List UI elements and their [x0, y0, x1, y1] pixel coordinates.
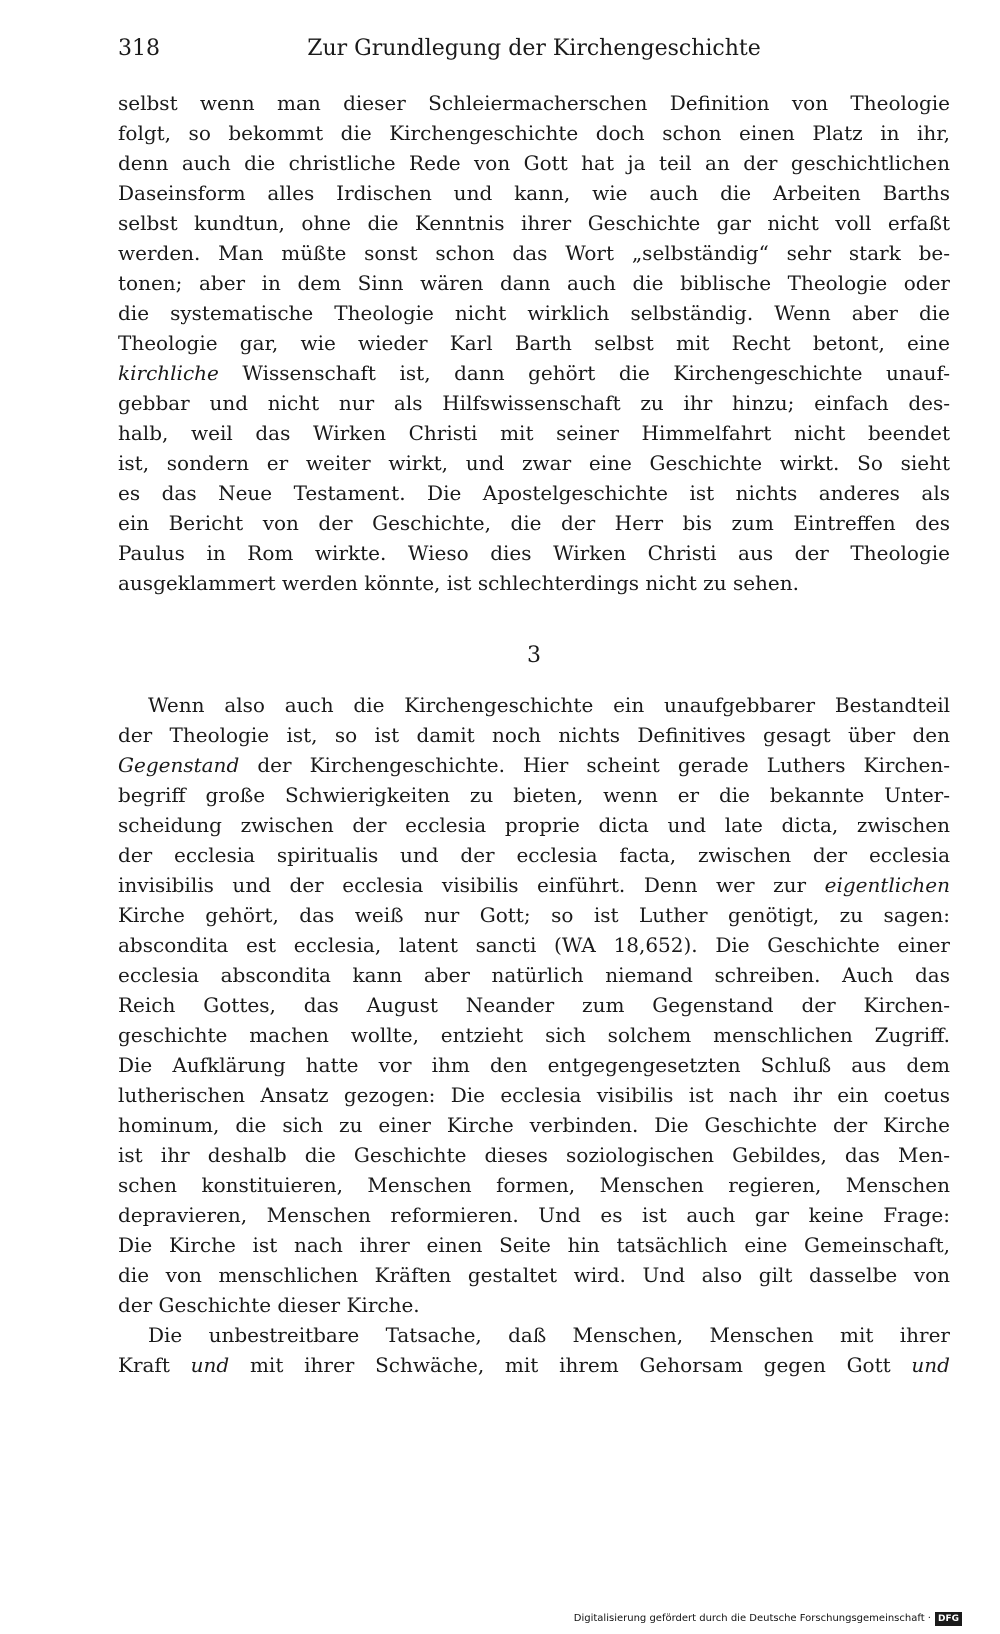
- running-head: Zur Grundlegung der Kirchengeschichte: [307, 36, 761, 61]
- text-run: mit ihrer Schwäche, mit ihrem Gehorsam gegen Gott: [229, 1353, 912, 1377]
- text-line: werden. Man müßte sonst schon das Wort „selbständig“ sehr stark be-: [118, 241, 950, 265]
- text-line: abscondita est ecclesia, latent sancti (WA 18,652). Die Geschichte einer: [118, 933, 950, 957]
- text-line: [118, 870, 950, 900]
- emphasis-gegenstand: Gegenstand: [118, 753, 240, 777]
- text-line: Die unbestreitbare Tatsache, daß Menschen, Menschen mit ihrer: [148, 1323, 950, 1347]
- text-line: depravieren, Menschen reformieren. Und es ist auch gar keine Frage:: [118, 1203, 950, 1227]
- text-line: Die Aufklärung hatte vor ihm den entgegengesetzten Schluß aus dem: [118, 1053, 950, 1077]
- page-header: [118, 34, 950, 64]
- text-line: selbst wenn man dieser Schleiermacherschen Definition von Theologie: [118, 91, 950, 115]
- text-line: es das Neue Testament. Die Apostelgeschichte ist nichts anderes als: [118, 481, 950, 505]
- section-number: 3: [527, 643, 541, 668]
- text-line: [118, 1350, 950, 1380]
- text-run: Wissenschaft ist, dann gehört die Kirchengeschichte unauf-: [218, 361, 950, 385]
- text-line: folgt, so bekommt die Kirchengeschichte doch schon einen Platz in ihr,: [118, 121, 950, 145]
- text-run: Kraft: [118, 1353, 191, 1377]
- text-line: ist ihr deshalb die Geschichte dieses soziologischen Gebildes, das Men-: [118, 1143, 950, 1167]
- text-line: ausgeklammert werden könnte, ist schlechterdings nicht zu sehen.: [118, 571, 800, 595]
- text-line: gebbar und nicht nur als Hilfswissenschaft zu ihr hinzu; einfach des-: [118, 391, 950, 415]
- text-line: ein Bericht von der Geschichte, die der Herr bis zum Eintreffen des: [118, 511, 950, 535]
- text-line: selbst kundtun, ohne die Kenntnis ihrer Geschichte gar nicht voll erfaßt: [118, 211, 950, 235]
- text-line: [118, 750, 950, 780]
- paragraph-section-3: [118, 690, 950, 1320]
- text-line: Paulus in Rom wirkte. Wieso dies Wirken Christi aus der Theologie: [118, 541, 950, 565]
- text-line: Reich Gottes, das August Neander zum Gegenstand der Kirchen-: [118, 993, 950, 1017]
- dfg-logo: DFG: [935, 1612, 962, 1626]
- text-line: schen konstituieren, Menschen formen, Menschen regieren, Menschen: [118, 1173, 950, 1197]
- text-line: Die Kirche ist nach ihrer einen Seite hin tatsächlich eine Gemeinschaft,: [118, 1233, 950, 1257]
- text-line: ist, sondern er weiter wirkt, und zwar eine Geschichte wirkt. So sieht: [118, 451, 950, 475]
- text-run: der Kirchengeschichte. Hier scheint gerade Luthers Kirchen-: [239, 753, 950, 777]
- text-line: Wenn also auch die Kirchengeschichte ein unaufgebbarer Bestandteil: [148, 693, 950, 717]
- text-run: invisibilis und der ecclesia visibilis einführt. Denn wer zur: [118, 873, 825, 897]
- text-line: Kirche gehört, das weiß nur Gott; so ist Luther genötigt, zu sagen:: [118, 903, 950, 927]
- text-line: Daseinsform alles Irdischen und kann, wie auch die Arbeiten Barths: [118, 181, 950, 205]
- emphasis-kirchliche: kirchliche: [118, 361, 219, 385]
- text-line: Theologie gar, wie wieder Karl Barth selbst mit Recht betont, eine: [118, 331, 950, 355]
- text-line: der Theologie ist, so ist damit noch nichts Definitives gesagt über den: [118, 723, 950, 747]
- text-line: halb, weil das Wirken Christi mit seiner Himmelfahrt nicht beendet: [118, 421, 950, 445]
- text-line: denn auch die christliche Rede von Gott hat ja teil an der geschichtlichen: [118, 151, 950, 175]
- text-line: die von menschlichen Kräften gestaltet wird. Und also gilt dasselbe von: [118, 1263, 950, 1287]
- emphasis-und: und: [911, 1353, 950, 1377]
- page-number: 318: [118, 36, 160, 61]
- digitization-footer: [574, 1610, 962, 1628]
- paragraph-continuation: [118, 88, 950, 598]
- text-line: lutherischen Ansatz gezogen: Die ecclesia visibilis ist nach ihr ein coetus: [118, 1083, 950, 1107]
- text-line: der Geschichte dieser Kirche.: [118, 1293, 420, 1317]
- emphasis-und: und: [190, 1353, 230, 1377]
- emphasis-eigentlichen: eigentlichen: [824, 873, 950, 897]
- text-line: der ecclesia spiritualis und der ecclesia facta, zwischen der ecclesia: [118, 843, 950, 867]
- text-line: scheidung zwischen der ecclesia proprie dicta und late dicta, zwischen: [118, 813, 950, 837]
- text-line: tonen; aber in dem Sinn wären dann auch die biblische Theologie oder: [118, 271, 950, 295]
- text-line: die systematische Theologie nicht wirklich selbständig. Wenn aber die: [118, 301, 950, 325]
- text-line: ecclesia abscondita kann aber natürlich niemand schreiben. Auch das: [118, 963, 950, 987]
- footer-text: Digitalisierung gefördert durch die Deutsche Forschungsgemeinschaft ·: [573, 1613, 931, 1624]
- text-line: [118, 358, 950, 388]
- text-line: hominum, die sich zu einer Kirche verbinden. Die Geschichte der Kirche: [118, 1113, 950, 1137]
- text-line: geschichte machen wollte, entzieht sich solchem menschlichen Zugriff.: [118, 1023, 950, 1047]
- paragraph-facts: [118, 1320, 950, 1380]
- text-line: begriff große Schwierigkeiten zu bieten, wenn er die bekannte Unter-: [118, 783, 950, 807]
